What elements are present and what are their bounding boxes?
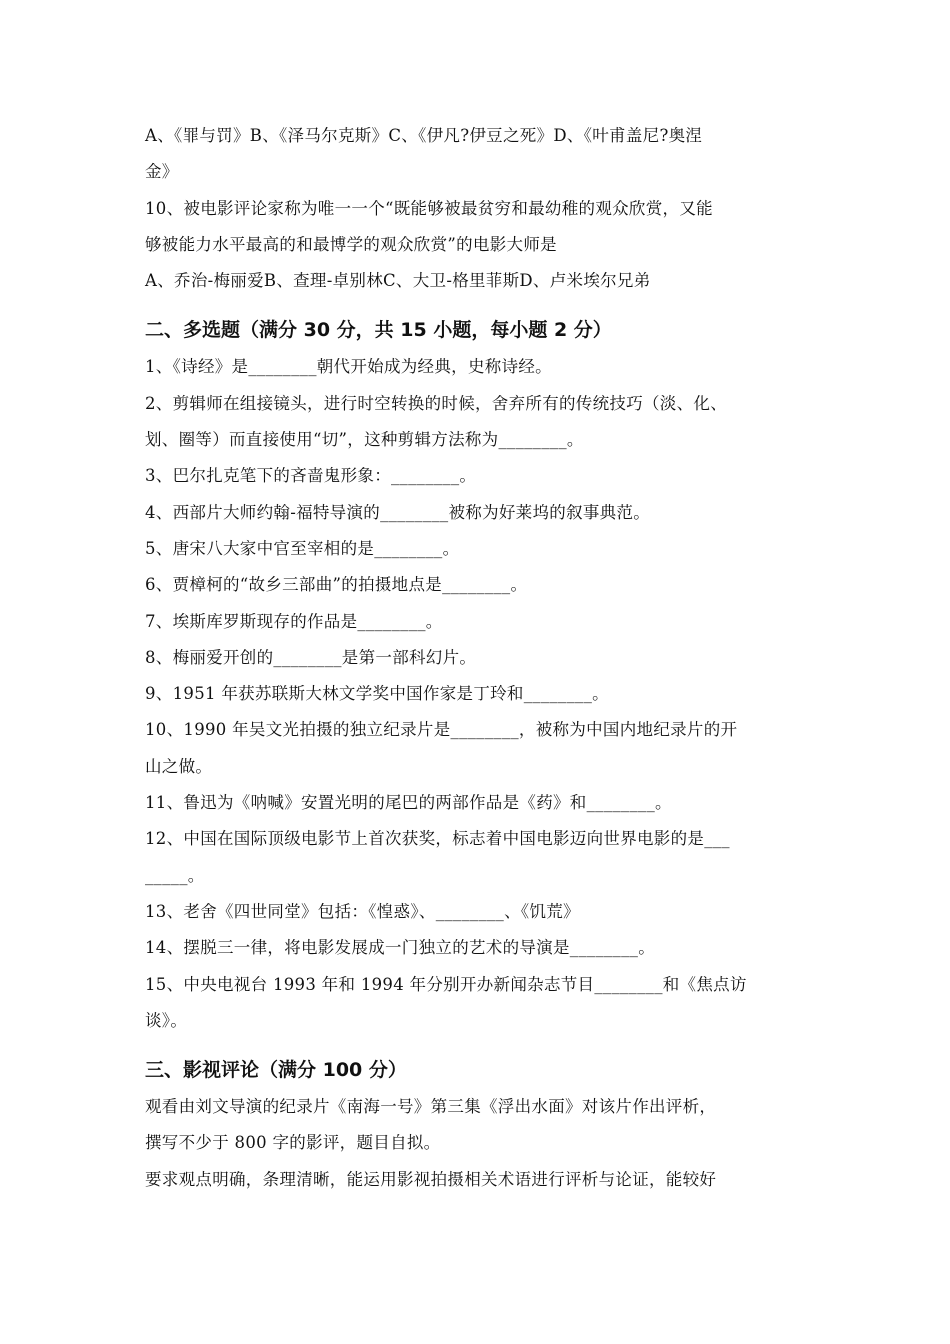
question-line: 6、贾樟柯的“故乡三部曲”的拍摄地点是________。: [145, 575, 528, 595]
question-line: 9、1951 年获苏联斯大林文学奖中国作家是丁玲和________。: [145, 684, 609, 704]
question-line: 15、中央电视台 1993 年和 1994 年分别开办新闻杂志节目________和《焦点访: [145, 974, 747, 994]
question-line: 谈》。: [145, 1010, 188, 1030]
body-line: 要求观点明确，条理清晰，能运用影视拍摄相关术语进行评析与论证，能较好: [145, 1169, 717, 1189]
question-line: 划、圈等）而直接使用“切”，这种剪辑方法称为________。: [145, 430, 584, 450]
question-line: 10、1990 年吴文光拍摄的独立纪录片是________，被称为中国内地纪录片的开: [145, 720, 738, 740]
question-line: 山之做。: [145, 756, 213, 776]
question-line: 4、西部片大师约翰-福特导演的________被称为好莱坞的叙事典范。: [145, 502, 651, 522]
document-page: [145, 118, 810, 1198]
body-line: 撰写不少于 800 字的影评，题目自拟。: [145, 1133, 441, 1153]
section-2-title: 二、多选题（满分 30 分，共 15 小题，每小题 2 分）: [145, 319, 612, 342]
section-2-questions: [145, 349, 810, 1039]
question-line: 12、中国在国际顶级电影节上首次获奖，标志着中国电影迈向世界电影的是___: [145, 829, 730, 849]
question-line: 11、鲁迅为《呐喊》安置光明的尾巴的两部作品是《药》和________。: [145, 793, 672, 813]
question-line: 8、梅丽爱开创的________是第一部科幻片。: [145, 647, 477, 667]
question-line: 2、剪辑师在组接镜头，进行时空转换的时候，舍弃所有的传统技巧（淡、化、: [145, 393, 727, 413]
question-line: 5、唐宋八大家中官至宰相的是________。: [145, 538, 460, 558]
option-line: A、《罪与罚》B、《泽马尔克斯》C、《伊凡?伊豆之死》D、《叶甫盖尼?奥涅: [145, 126, 703, 145]
question-10: [145, 191, 810, 300]
question-text: 10、被电影评论家称为唯一一个“既能够被最贫穷和最幼稚的观众欣赏，又能: [145, 198, 713, 218]
question-line: _____。: [145, 865, 205, 885]
question-line: 14、摆脱三一律，将电影发展成一门独立的艺术的导演是________。: [145, 938, 655, 958]
option-line: 金》: [145, 162, 179, 182]
question-line: 7、埃斯库罗斯现存的作品是________。: [145, 611, 443, 631]
previous-question-options: [145, 118, 810, 191]
question-text: 够被能力水平最高的和最博学的观众欣赏”的电影大师是: [145, 234, 557, 254]
question-options: A、乔治-梅丽爱B、查理-卓别林C、大卫-格里菲斯D、卢米埃尔兄弟: [145, 271, 651, 291]
section-3-body: [145, 1089, 810, 1198]
section-3-title: 三、影视评论（满分 100 分）: [145, 1059, 407, 1082]
body-line: 观看由刘文导演的纪录片《南海一号》第三集《浮出水面》对该片作出评析，: [145, 1097, 717, 1117]
question-line: 13、老舍《四世同堂》包括：《惶惑》、________、《饥荒》: [145, 901, 580, 921]
question-line: 3、巴尔扎克笔下的吝啬鬼形象：________。: [145, 466, 477, 486]
question-line: 1、《诗经》是________朝代开始成为经典，史称诗经。: [145, 357, 552, 377]
